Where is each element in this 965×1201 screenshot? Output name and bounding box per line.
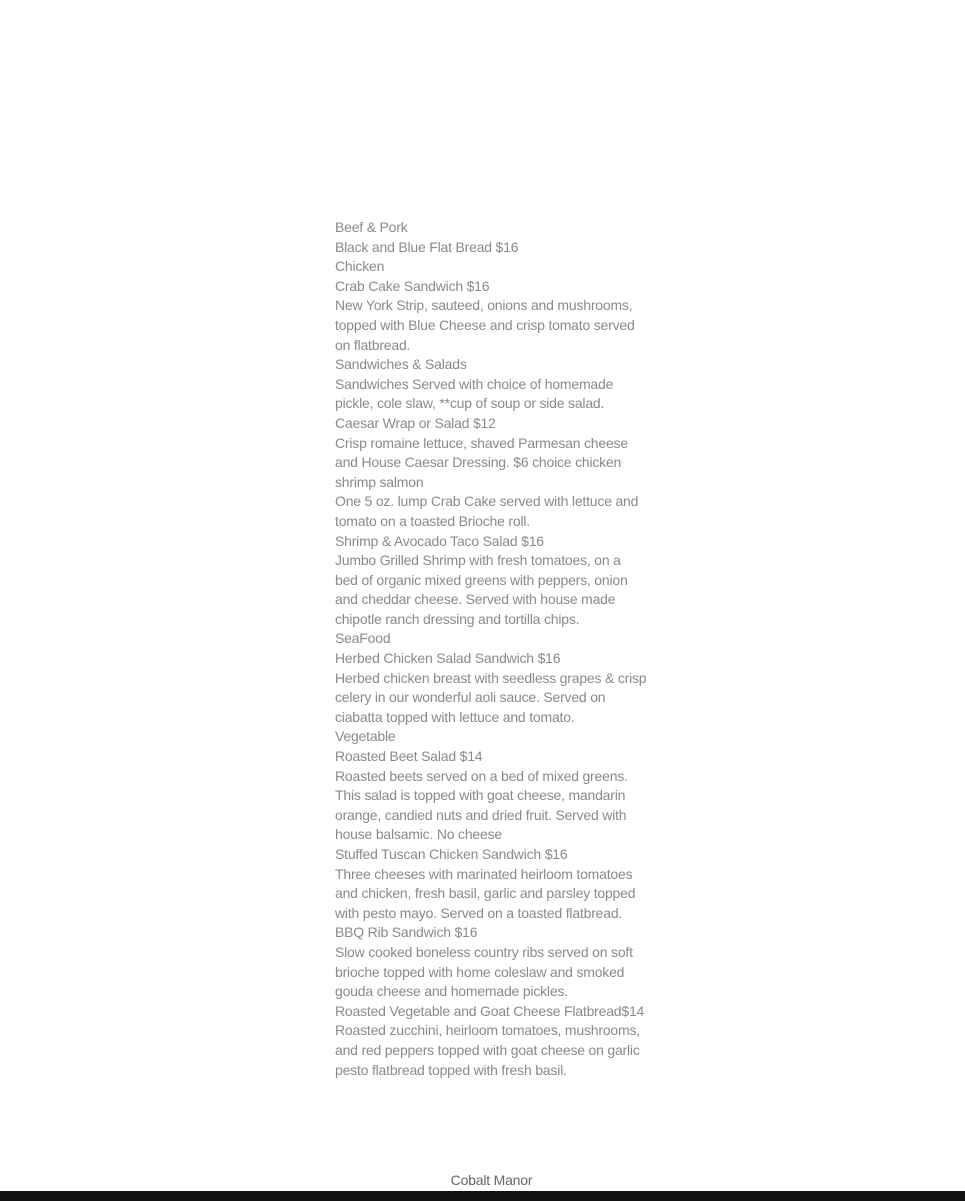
menu-section-note: Sandwiches Served with choice of homemade pickle, cole slaw, **cup of soup or side salad. bbox=[335, 375, 614, 412]
menu-section-heading: Chicken bbox=[335, 258, 385, 275]
menu-section-heading: Sandwiches & Salads bbox=[335, 356, 467, 373]
menu-item-title: Roasted Vegetable and Goat Cheese Flatbread$14 bbox=[335, 1002, 645, 1019]
menu-item-title: Crab Cake Sandwich $16 bbox=[335, 277, 490, 294]
menu-item-title: Stuffed Tuscan Chicken Sandwich $16 bbox=[335, 846, 568, 862]
menu-item-title: BBQ Rib Sandwich $16 bbox=[335, 924, 478, 941]
menu-item-description: Jumbo Grilled Shrimp with fresh tomatoes, on a bed of organic mixed greens with peppers, onion and cheddar cheese. Served with house made chipotle ranch dressing and tortilla chips. bbox=[335, 552, 628, 627]
footer-business-name: Cobalt Manor bbox=[450, 1172, 533, 1188]
menu-item-title: Caesar Wrap or Salad $12 bbox=[335, 414, 496, 431]
menu-item-description: Roasted beets served on a bed of mixed greens. This salad is topped with goat cheese, mandarin orange, candied nuts and dried fruit. Served with house balsamic. No cheese bbox=[335, 767, 628, 843]
menu-item-title: Black and Blue Flat Bread $16 bbox=[335, 238, 519, 255]
menu-item-description: Slow cooked boneless country ribs served on soft brioche topped with home coleslaw and smoked gouda cheese and homemade pickles. bbox=[335, 943, 633, 1000]
menu-section-heading: Beef & Pork bbox=[335, 219, 408, 235]
menu-item-description: Three cheeses with marinated heirloom tomatoes and chicken, fresh basil, garlic and parsley topped with pesto mayo. Served on a toasted flatbread. bbox=[335, 865, 636, 921]
menu-item-title: Shrimp & Avocado Taco Salad $16 bbox=[335, 532, 544, 549]
menu-section-heading: SeaFood bbox=[335, 630, 391, 647]
menu-item-title: Roasted Beet Salad $14 bbox=[335, 748, 483, 765]
menu-section-heading: Vegetable bbox=[335, 728, 396, 745]
menu-item-description: New York Strip, sauteed, onions and mushrooms, topped with Blue Cheese and crisp tomato served on flatbread. bbox=[335, 297, 635, 353]
menu-item-title: Herbed Chicken Salad Sandwich $16 bbox=[335, 650, 561, 667]
menu-item-description: One 5 oz. lump Crab Cake served with lettuce and tomato on a toasted Brioche roll. bbox=[335, 493, 639, 529]
menu-item-description: Roasted zucchini, heirloom tomatoes, mushrooms, and red peppers topped with goat cheese on garlic pesto flatbread topped with fresh basil. bbox=[335, 1022, 640, 1078]
menu-item-description: Herbed chicken breast with seedless grapes & crisp celery in our wonderful aoli sauce. Served on ciabatta topped with lettuce and tomato. bbox=[335, 669, 647, 725]
menu-item-description: Crisp romaine lettuce, shaved Parmesan cheese and House Caesar Dressing. $6 choice chicken shrimp salmon bbox=[335, 434, 628, 490]
bottom-bar bbox=[0, 1191, 965, 1201]
menu-text-column bbox=[335, 218, 647, 1080]
